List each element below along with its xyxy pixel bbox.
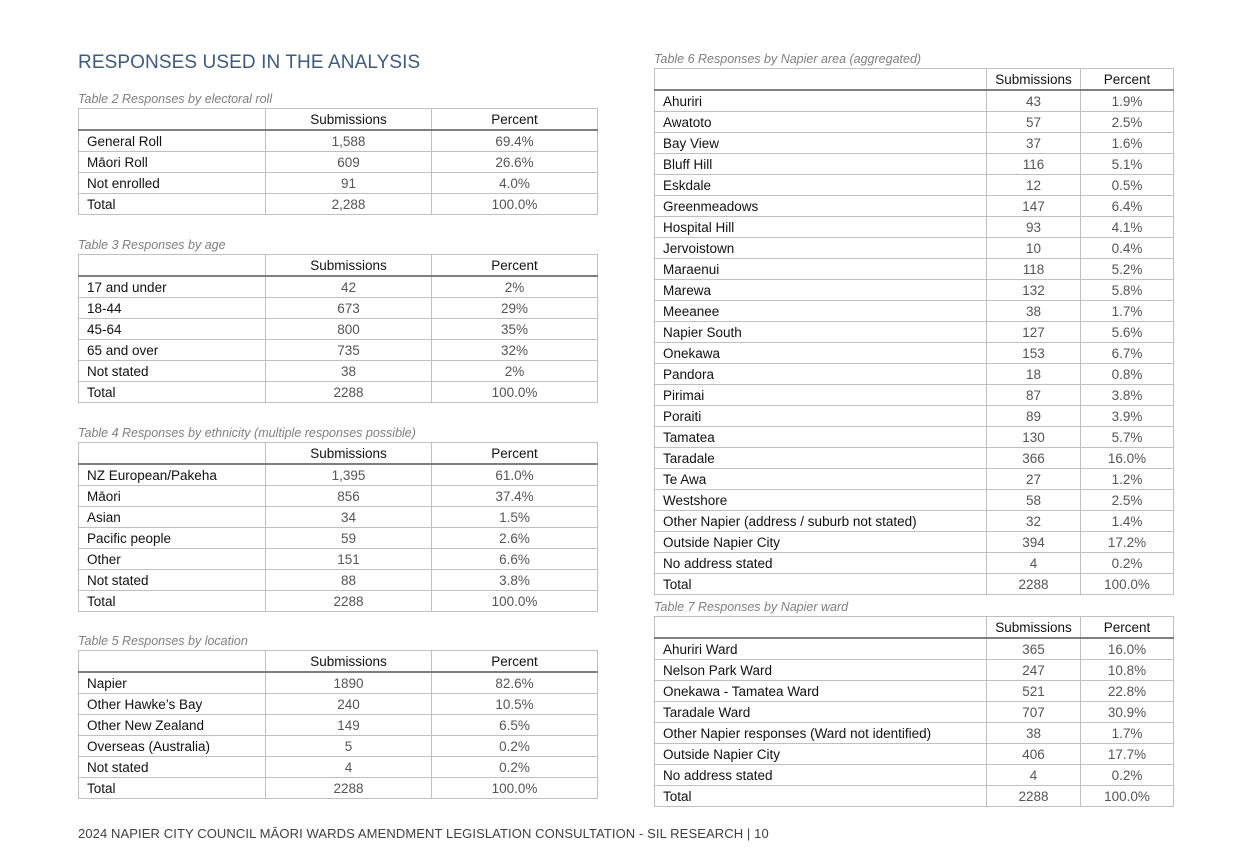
header-submissions: Submissions — [266, 109, 432, 131]
percent-value: 1.6% — [1081, 133, 1174, 154]
row-label: Other Napier (address / suburb not stated) — [655, 511, 987, 532]
table-caption-napier-ward: Table 7 Responses by Napier ward — [654, 600, 849, 614]
submissions-value: 366 — [987, 448, 1081, 469]
table-row — [79, 319, 598, 340]
header-percent: Percent — [432, 255, 598, 277]
table-ethnicity — [78, 442, 598, 612]
submissions-value: 132 — [987, 280, 1081, 301]
row-label: Māori Roll — [79, 152, 266, 173]
header-percent: Percent — [1081, 69, 1174, 91]
row-label: Onekawa — [655, 343, 987, 364]
table-row — [655, 385, 1174, 406]
table-row — [79, 173, 598, 194]
row-label: Awatoto — [655, 112, 987, 133]
percent-value: 3.9% — [1081, 406, 1174, 427]
submissions-value: 38 — [987, 723, 1081, 744]
table-napier-ward — [654, 616, 1174, 807]
table-caption-ethnicity: Table 4 Responses by ethnicity (multiple responses possible) — [78, 426, 416, 440]
table-row — [655, 112, 1174, 133]
table-row — [655, 259, 1174, 280]
submissions-value: 609 — [266, 152, 432, 173]
table-row — [79, 361, 598, 382]
submissions-value: 2288 — [266, 382, 432, 403]
table-row — [655, 511, 1174, 532]
row-label: Total — [79, 591, 266, 612]
row-label: Other — [79, 549, 266, 570]
table-header-row — [79, 109, 598, 131]
submissions-value: 707 — [987, 702, 1081, 723]
header-percent: Percent — [432, 651, 598, 673]
table-row — [655, 574, 1174, 595]
table-row — [655, 744, 1174, 765]
table-row — [655, 175, 1174, 196]
percent-value: 5.1% — [1081, 154, 1174, 175]
table-row — [655, 90, 1174, 112]
page-footer: 2024 NAPIER CITY COUNCIL MĀORI WARDS AMENDMENT LEGISLATION CONSULTATION - SIL RESEARCH | 10 — [78, 826, 769, 841]
percent-value: 4.1% — [1081, 217, 1174, 238]
percent-value: 100.0% — [432, 591, 598, 612]
percent-value: 2.5% — [1081, 490, 1174, 511]
percent-value: 5.6% — [1081, 322, 1174, 343]
submissions-value: 59 — [266, 528, 432, 549]
header-percent: Percent — [1081, 617, 1174, 639]
table-row — [655, 364, 1174, 385]
row-label: Taradale Ward — [655, 702, 987, 723]
table-row — [655, 154, 1174, 175]
row-label: Westshore — [655, 490, 987, 511]
percent-value: 0.2% — [1081, 765, 1174, 786]
submissions-value: 88 — [266, 570, 432, 591]
table-caption-location: Table 5 Responses by location — [78, 634, 248, 648]
submissions-value: 43 — [987, 90, 1081, 112]
submissions-value: 735 — [266, 340, 432, 361]
table-row — [655, 490, 1174, 511]
table-caption-napier-area: Table 6 Responses by Napier area (aggregated) — [654, 52, 922, 66]
table-location — [78, 650, 598, 799]
table-row — [655, 301, 1174, 322]
row-label: Not stated — [79, 757, 266, 778]
row-label: Bay View — [655, 133, 987, 154]
submissions-value: 42 — [266, 276, 432, 298]
percent-value: 2% — [432, 361, 598, 382]
row-label: Jervoistown — [655, 238, 987, 259]
submissions-value: 87 — [987, 385, 1081, 406]
submissions-value: 89 — [987, 406, 1081, 427]
submissions-value: 247 — [987, 660, 1081, 681]
percent-value: 0.4% — [1081, 238, 1174, 259]
row-label: Total — [655, 574, 987, 595]
submissions-value: 4 — [987, 553, 1081, 574]
percent-value: 32% — [432, 340, 598, 361]
percent-value: 100.0% — [1081, 574, 1174, 595]
table-row — [79, 276, 598, 298]
percent-value: 30.9% — [1081, 702, 1174, 723]
table-row — [79, 507, 598, 528]
row-label: Asian — [79, 507, 266, 528]
header-blank — [79, 255, 266, 277]
submissions-value: 38 — [987, 301, 1081, 322]
percent-value: 1.7% — [1081, 723, 1174, 744]
percent-value: 5.7% — [1081, 427, 1174, 448]
percent-value: 1.7% — [1081, 301, 1174, 322]
percent-value: 6.5% — [432, 715, 598, 736]
table-row — [655, 217, 1174, 238]
table-electoral-roll — [78, 108, 598, 215]
percent-value: 0.8% — [1081, 364, 1174, 385]
table-napier-area — [654, 68, 1174, 595]
percent-value: 22.8% — [1081, 681, 1174, 702]
header-blank — [79, 651, 266, 673]
submissions-value: 57 — [987, 112, 1081, 133]
submissions-value: 800 — [266, 319, 432, 340]
submissions-value: 153 — [987, 343, 1081, 364]
row-label: Napier — [79, 672, 266, 694]
submissions-value: 58 — [987, 490, 1081, 511]
row-label: Ahuriri Ward — [655, 638, 987, 660]
percent-value: 5.8% — [1081, 280, 1174, 301]
header-blank — [655, 69, 987, 91]
percent-value: 29% — [432, 298, 598, 319]
submissions-value: 27 — [987, 469, 1081, 490]
table-caption-electoral-roll: Table 2 Responses by electoral roll — [78, 92, 273, 106]
submissions-value: 130 — [987, 427, 1081, 448]
submissions-value: 4 — [987, 765, 1081, 786]
table-row — [655, 469, 1174, 490]
submissions-value: 32 — [987, 511, 1081, 532]
row-label: Eskdale — [655, 175, 987, 196]
submissions-value: 10 — [987, 238, 1081, 259]
row-label: Meeanee — [655, 301, 987, 322]
table-row — [79, 715, 598, 736]
submissions-value: 673 — [266, 298, 432, 319]
row-label: Te Awa — [655, 469, 987, 490]
submissions-value: 1890 — [266, 672, 432, 694]
percent-value: 10.5% — [432, 694, 598, 715]
table-row — [79, 152, 598, 173]
table-row — [655, 343, 1174, 364]
row-label: Nelson Park Ward — [655, 660, 987, 681]
table-row — [655, 322, 1174, 343]
table-header-row — [79, 443, 598, 465]
row-label: Pacific people — [79, 528, 266, 549]
header-blank — [79, 109, 266, 131]
table-row — [79, 464, 598, 486]
submissions-value: 93 — [987, 217, 1081, 238]
table-header-row — [79, 651, 598, 673]
percent-value: 0.2% — [432, 736, 598, 757]
table-header-row — [655, 69, 1174, 91]
percent-value: 100.0% — [1081, 786, 1174, 807]
percent-value: 1.5% — [432, 507, 598, 528]
submissions-value: 2288 — [266, 591, 432, 612]
percent-value: 6.7% — [1081, 343, 1174, 364]
table-header-row — [79, 255, 598, 277]
table-row — [79, 130, 598, 152]
header-blank — [79, 443, 266, 465]
table-row — [655, 427, 1174, 448]
table-row — [79, 486, 598, 507]
percent-value: 100.0% — [432, 382, 598, 403]
percent-value: 16.0% — [1081, 448, 1174, 469]
submissions-value: 127 — [987, 322, 1081, 343]
percent-value: 37.4% — [432, 486, 598, 507]
percent-value: 1.9% — [1081, 90, 1174, 112]
submissions-value: 240 — [266, 694, 432, 715]
submissions-value: 365 — [987, 638, 1081, 660]
table-row — [655, 280, 1174, 301]
row-label: Total — [655, 786, 987, 807]
table-row — [79, 736, 598, 757]
submissions-value: 151 — [266, 549, 432, 570]
percent-value: 17.7% — [1081, 744, 1174, 765]
section-heading: RESPONSES USED IN THE ANALYSIS — [78, 52, 421, 73]
submissions-value: 34 — [266, 507, 432, 528]
percent-value: 4.0% — [432, 173, 598, 194]
percent-value: 0.2% — [432, 757, 598, 778]
percent-value: 100.0% — [432, 778, 598, 799]
table-row — [655, 448, 1174, 469]
submissions-value: 37 — [987, 133, 1081, 154]
table-row — [79, 194, 598, 215]
row-label: Greenmeadows — [655, 196, 987, 217]
table-row — [655, 238, 1174, 259]
table-header-row — [655, 617, 1174, 639]
row-label: Poraiti — [655, 406, 987, 427]
row-label: Tamatea — [655, 427, 987, 448]
percent-value: 17.2% — [1081, 532, 1174, 553]
table-row — [655, 681, 1174, 702]
table-row — [655, 723, 1174, 744]
submissions-value: 2288 — [266, 778, 432, 799]
table-row — [79, 778, 598, 799]
table-row — [655, 702, 1174, 723]
submissions-value: 394 — [987, 532, 1081, 553]
header-percent: Percent — [432, 443, 598, 465]
submissions-value: 12 — [987, 175, 1081, 196]
row-label: Onekawa - Tamatea Ward — [655, 681, 987, 702]
submissions-value: 38 — [266, 361, 432, 382]
table-age — [78, 254, 598, 403]
table-row — [79, 298, 598, 319]
percent-value: 3.8% — [1081, 385, 1174, 406]
percent-value: 5.2% — [1081, 259, 1174, 280]
percent-value: 69.4% — [432, 130, 598, 152]
row-label: NZ European/Pakeha — [79, 464, 266, 486]
table-row — [655, 660, 1174, 681]
row-label: Total — [79, 382, 266, 403]
submissions-value: 18 — [987, 364, 1081, 385]
table-row — [655, 553, 1174, 574]
table-row — [655, 532, 1174, 553]
table-row — [79, 757, 598, 778]
table-row — [655, 196, 1174, 217]
header-submissions: Submissions — [266, 651, 432, 673]
submissions-value: 147 — [987, 196, 1081, 217]
submissions-value: 406 — [987, 744, 1081, 765]
submissions-value: 116 — [987, 154, 1081, 175]
row-label: Taradale — [655, 448, 987, 469]
row-label: No address stated — [655, 553, 987, 574]
submissions-value: 521 — [987, 681, 1081, 702]
submissions-value: 118 — [987, 259, 1081, 280]
percent-value: 35% — [432, 319, 598, 340]
header-submissions: Submissions — [266, 443, 432, 465]
submissions-value: 856 — [266, 486, 432, 507]
submissions-value: 2,288 — [266, 194, 432, 215]
row-label: Maraenui — [655, 259, 987, 280]
row-label: Not stated — [79, 361, 266, 382]
table-row — [655, 133, 1174, 154]
row-label: Māori — [79, 486, 266, 507]
row-label: Marewa — [655, 280, 987, 301]
percent-value: 6.4% — [1081, 196, 1174, 217]
percent-value: 61.0% — [432, 464, 598, 486]
submissions-value: 149 — [266, 715, 432, 736]
header-percent: Percent — [432, 109, 598, 131]
row-label: Overseas (Australia) — [79, 736, 266, 757]
row-label: Ahuriri — [655, 90, 987, 112]
row-label: Hospital Hill — [655, 217, 987, 238]
table-row — [79, 549, 598, 570]
table-row — [655, 406, 1174, 427]
percent-value: 3.8% — [432, 570, 598, 591]
submissions-value: 5 — [266, 736, 432, 757]
row-label: Not stated — [79, 570, 266, 591]
row-label: 17 and under — [79, 276, 266, 298]
row-label: Napier South — [655, 322, 987, 343]
table-row — [655, 638, 1174, 660]
header-submissions: Submissions — [987, 69, 1081, 91]
table-row — [79, 591, 598, 612]
submissions-value: 2288 — [987, 786, 1081, 807]
row-label: Outside Napier City — [655, 744, 987, 765]
table-row — [79, 340, 598, 361]
table-row — [655, 765, 1174, 786]
table-row — [79, 382, 598, 403]
percent-value: 1.4% — [1081, 511, 1174, 532]
percent-value: 2.5% — [1081, 112, 1174, 133]
row-label: 18-44 — [79, 298, 266, 319]
row-label: Other New Zealand — [79, 715, 266, 736]
row-label: No address stated — [655, 765, 987, 786]
percent-value: 2.6% — [432, 528, 598, 549]
row-label: Other Napier responses (Ward not identified) — [655, 723, 987, 744]
percent-value: 10.8% — [1081, 660, 1174, 681]
table-row — [79, 528, 598, 549]
table-row — [79, 672, 598, 694]
row-label: Pandora — [655, 364, 987, 385]
submissions-value: 1,395 — [266, 464, 432, 486]
submissions-value: 91 — [266, 173, 432, 194]
header-submissions: Submissions — [987, 617, 1081, 639]
percent-value: 6.6% — [432, 549, 598, 570]
row-label: General Roll — [79, 130, 266, 152]
submissions-value: 2288 — [987, 574, 1081, 595]
table-row — [655, 786, 1174, 807]
percent-value: 2% — [432, 276, 598, 298]
row-label: Other Hawke’s Bay — [79, 694, 266, 715]
table-row — [79, 694, 598, 715]
row-label: Pirimai — [655, 385, 987, 406]
percent-value: 26.6% — [432, 152, 598, 173]
percent-value: 0.5% — [1081, 175, 1174, 196]
row-label: Total — [79, 778, 266, 799]
row-label: Total — [79, 194, 266, 215]
header-blank — [655, 617, 987, 639]
submissions-value: 1,588 — [266, 130, 432, 152]
row-label: Not enrolled — [79, 173, 266, 194]
table-row — [79, 570, 598, 591]
submissions-value: 4 — [266, 757, 432, 778]
row-label: Bluff Hill — [655, 154, 987, 175]
percent-value: 0.2% — [1081, 553, 1174, 574]
table-caption-age: Table 3 Responses by age — [78, 238, 226, 252]
header-submissions: Submissions — [266, 255, 432, 277]
percent-value: 100.0% — [432, 194, 598, 215]
row-label: 65 and over — [79, 340, 266, 361]
percent-value: 82.6% — [432, 672, 598, 694]
row-label: 45-64 — [79, 319, 266, 340]
percent-value: 1.2% — [1081, 469, 1174, 490]
row-label: Outside Napier City — [655, 532, 987, 553]
percent-value: 16.0% — [1081, 638, 1174, 660]
